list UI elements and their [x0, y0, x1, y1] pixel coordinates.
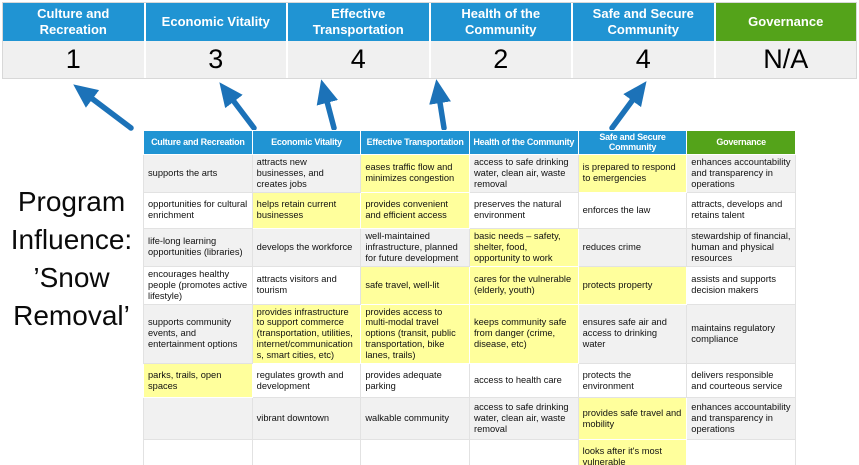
summary-col-health-community	[429, 3, 572, 78]
matrix-cell: access to safe drinking water, clean air, waste removal	[469, 154, 578, 192]
matrix-cell-highlighted: parks, trails, open spaces	[144, 364, 253, 398]
matrix-cell: walkable community	[361, 398, 470, 440]
summary-score-governance: N/A	[716, 41, 857, 78]
matrix-cell	[361, 440, 470, 465]
matrix-cell-highlighted: keeps community safe from danger (crime, disease, etc)	[469, 304, 578, 364]
program-title-line: Removal’	[13, 300, 130, 331]
matrix-cell: delivers responsible and courteous service	[687, 364, 796, 398]
program-title	[0, 183, 143, 335]
summary-header-effective-transportation: Effective Transportation	[288, 3, 429, 41]
program-title-line: Program	[17, 186, 126, 217]
influence-matrix-wrap	[143, 130, 796, 465]
summary-score-effective-transportation: 4	[288, 41, 429, 78]
program-title-line: Influence:	[10, 224, 133, 255]
summary-score-safe-secure-community: 4	[573, 41, 714, 78]
matrix-cell: opportunities for cultural enrichment	[144, 192, 253, 228]
matrix-header-cell: Governance	[687, 131, 796, 155]
matrix-header-cell: Culture and Recreation	[144, 131, 253, 155]
summary-header-culture-recreation: Culture and Recreation	[3, 3, 144, 41]
matrix-cell: maintains regulatory compliance	[687, 304, 796, 364]
matrix-cell-highlighted: provides safe travel and mobility	[578, 398, 687, 440]
summary-col-effective-transportation	[286, 3, 429, 78]
matrix-row	[144, 266, 796, 304]
matrix-body	[144, 154, 796, 465]
matrix-cell: enforces the law	[578, 192, 687, 228]
matrix-cell: supports the arts	[144, 154, 253, 192]
matrix-row	[144, 440, 796, 465]
matrix-row	[144, 398, 796, 440]
summary-col-economic-vitality	[144, 3, 287, 78]
matrix-cell: develops the workforce	[252, 228, 361, 266]
matrix-row	[144, 364, 796, 398]
matrix-cell: well-maintained infrastructure, planned for future development	[361, 228, 470, 266]
matrix-cell-highlighted: provides access to multi-modal travel options (transit, public transportation, bike lanes, trails)	[361, 304, 470, 364]
matrix-cell: regulates growth and development	[252, 364, 361, 398]
program-title-line: ’Snow	[33, 262, 110, 293]
matrix-cell-highlighted: protects property	[578, 266, 687, 304]
matrix-cell	[144, 398, 253, 440]
up-left-arrow-economic	[226, 91, 254, 128]
matrix-cell: attracts, develops and retains talent	[687, 192, 796, 228]
matrix-cell: provides adequate parking	[361, 364, 470, 398]
matrix-cell: protects the environment	[578, 364, 687, 398]
matrix-cell-highlighted: provides convenient and efficient access	[361, 192, 470, 228]
matrix-row	[144, 154, 796, 192]
matrix-cell: enhances accountability and transparency in operations	[687, 154, 796, 192]
matrix-cell: enhances accountability and transparency in operations	[687, 398, 796, 440]
matrix-header-cell: Effective Transportation	[361, 131, 470, 155]
matrix-cell: attracts new businesses, and creates jobs	[252, 154, 361, 192]
matrix-cell: life-long learning opportunities (libraries)	[144, 228, 253, 266]
up-right-arrow-safe-secure	[612, 90, 640, 128]
matrix-header-cell: Safe and Secure Community	[578, 131, 687, 155]
matrix-cell: attracts visitors and tourism	[252, 266, 361, 304]
matrix-cell-highlighted: helps retain current businesses	[252, 192, 361, 228]
matrix-row	[144, 304, 796, 364]
up-left-arrow-culture	[82, 91, 131, 128]
matrix-cell	[687, 440, 796, 465]
up-arrow-health	[438, 90, 444, 128]
matrix-cell-highlighted: cares for the vulnerable (elderly, youth)	[469, 266, 578, 304]
matrix-row	[144, 192, 796, 228]
matrix-cell: access to health care	[469, 364, 578, 398]
matrix-header-cell: Economic Vitality	[252, 131, 361, 155]
summary-scorecard	[2, 2, 857, 79]
matrix-cell: reduces crime	[578, 228, 687, 266]
summary-score-culture-recreation: 1	[3, 41, 144, 78]
matrix-cell: supports community events, and entertainment options	[144, 304, 253, 364]
summary-col-safe-secure-community	[571, 3, 714, 78]
matrix-cell: stewardship of financial, human and physical resources	[687, 228, 796, 266]
matrix-row	[144, 228, 796, 266]
matrix-cell: encourages healthy people (promotes active lifestyle)	[144, 266, 253, 304]
matrix-cell	[144, 440, 253, 465]
summary-header-economic-vitality: Economic Vitality	[146, 3, 287, 41]
up-arrow-transportation	[324, 90, 334, 128]
influence-matrix	[143, 130, 796, 465]
matrix-cell-highlighted: eases traffic flow and minimizes congestion	[361, 154, 470, 192]
matrix-header-cell: Health of the Community	[469, 131, 578, 155]
matrix-cell: preserves the natural environment	[469, 192, 578, 228]
matrix-cell: assists and supports decision makers	[687, 266, 796, 304]
summary-col-governance	[714, 3, 857, 78]
matrix-cell-highlighted: safe travel, well-lit	[361, 266, 470, 304]
summary-col-culture-recreation	[3, 3, 144, 78]
matrix-cell	[252, 440, 361, 465]
summary-header-governance: Governance	[716, 3, 857, 41]
matrix-cell-highlighted: is prepared to respond to emergencies	[578, 154, 687, 192]
matrix-header-row	[144, 131, 796, 155]
matrix-cell	[469, 440, 578, 465]
matrix-cell-highlighted: looks after it's most vulnerable	[578, 440, 687, 465]
summary-header-health-community: Health of the Community	[431, 3, 572, 41]
matrix-cell-highlighted: basic needs – safety, shelter, food, opportunity to work	[469, 228, 578, 266]
matrix-cell: access to safe drinking water, clean air, waste removal	[469, 398, 578, 440]
summary-score-economic-vitality: 3	[146, 41, 287, 78]
matrix-cell: vibrant downtown	[252, 398, 361, 440]
summary-score-health-community: 2	[431, 41, 572, 78]
matrix-cell-highlighted: provides infrastructure to support commerce (transportation, utilities, internet/communications, smart cities, etc)	[252, 304, 361, 364]
summary-header-safe-secure-community: Safe and Secure Community	[573, 3, 714, 41]
matrix-cell: ensures safe air and access to drinking water	[578, 304, 687, 364]
